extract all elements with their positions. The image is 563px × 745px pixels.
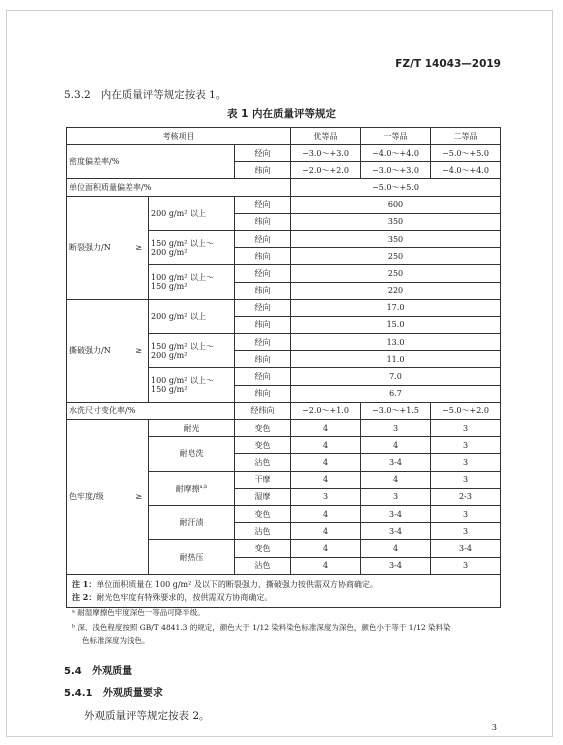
table-row	[67, 299, 501, 316]
cell	[149, 230, 235, 264]
cell: 3-4	[361, 557, 431, 574]
cell: 3	[431, 454, 501, 471]
header-grade-3: 二等品	[431, 128, 501, 145]
cell: 经向	[235, 368, 291, 385]
section-number: 5.4	[64, 666, 82, 677]
cell: 变色	[235, 505, 291, 522]
cell: 纬向	[235, 248, 291, 265]
cell: 纬向	[235, 351, 291, 368]
cell	[149, 265, 235, 299]
table-notes	[67, 574, 501, 607]
cell: 4	[291, 420, 361, 437]
fastness-label: 色牢度/级	[67, 420, 129, 575]
mass-label: 单位面积质量偏差率/%	[67, 179, 291, 196]
cell: 经纬向	[235, 402, 291, 419]
cell: 3	[291, 488, 361, 505]
table-row	[67, 179, 501, 196]
cell: 4	[361, 540, 431, 557]
note-1	[72, 578, 495, 591]
cell: 4	[291, 437, 361, 454]
cell: 4	[291, 523, 361, 540]
quality-table	[66, 127, 501, 608]
note-text: 单位面积质量在 100 g/m² 及以下的断裂强力、撕破强力按供需双方协商确定。	[96, 579, 378, 589]
cell: −5.0～+2.0	[431, 402, 501, 419]
cell: 4	[291, 540, 361, 557]
cell: 变色	[235, 437, 291, 454]
cell: 350	[291, 213, 501, 230]
cell: 250	[291, 248, 501, 265]
cell: 3	[431, 557, 501, 574]
cell: −3.0～+1.5	[361, 402, 431, 419]
section-number: 5.4.1	[64, 688, 93, 699]
cell: 15.0	[291, 316, 501, 333]
standard-number: FZ/T 14043—2019	[395, 58, 501, 70]
cell: 3	[431, 505, 501, 522]
page-number: 3	[491, 723, 497, 732]
cell: 沾色	[235, 557, 291, 574]
range-line: 100 g/m² 以上～	[151, 376, 214, 386]
cell: 17.0	[291, 299, 501, 316]
cell: 纬向	[235, 162, 291, 179]
ge-symbol: ≥	[129, 196, 149, 299]
cell: −5.0～+5.0	[291, 179, 501, 196]
cell: 3-4	[361, 523, 431, 540]
cell: 4	[291, 454, 361, 471]
ge-symbol: ≥	[129, 420, 149, 575]
rub-label: 耐摩擦	[175, 484, 200, 494]
cell: 纬向	[235, 385, 291, 402]
cell: 13.0	[291, 334, 501, 351]
section-5-4-heading	[64, 662, 132, 677]
cell: 4	[361, 471, 431, 488]
cell: −3.0～+3.0	[361, 162, 431, 179]
cell: 经向	[235, 196, 291, 213]
cell: −4.0～+4.0	[431, 162, 501, 179]
clause-text: 内在质量评等规定按表 1。	[100, 89, 227, 101]
section-5-4-1-heading	[64, 684, 163, 699]
clause-number: 5.3.2	[64, 89, 91, 101]
cell: 干摩	[235, 471, 291, 488]
cell: 350	[291, 230, 501, 247]
footnote-b-line-2: 色标准深度为浅色。	[82, 636, 150, 645]
cell: 7.0	[291, 368, 501, 385]
ge-symbol: ≥	[129, 299, 149, 402]
cell: 经向	[235, 299, 291, 316]
cell: 3	[431, 523, 501, 540]
cell: 经向	[235, 265, 291, 282]
header-grade-1: 优等品	[291, 128, 361, 145]
cell: 220	[291, 282, 501, 299]
cell	[149, 334, 235, 368]
table-title: 表 1 内在质量评等规定	[226, 108, 337, 120]
footnote-a: ᵃ 耐湿摩擦色牢度深色一等品可降半级。	[72, 608, 205, 617]
cell: 6.7	[291, 385, 501, 402]
cell: 3-4	[431, 540, 501, 557]
note-label: 注 2：	[72, 591, 97, 602]
cell: −2.0～+1.0	[291, 402, 361, 419]
section-title: 外观质量要求	[102, 688, 163, 699]
cell: −5.0～+5.0	[431, 145, 501, 162]
cell: 250	[291, 265, 501, 282]
shrink-label: 水洗尺寸变化率/%	[67, 402, 235, 419]
note-2	[72, 591, 495, 604]
cell: 湿摩	[235, 488, 291, 505]
cell: 经向	[235, 334, 291, 351]
cell: 耐热压	[149, 540, 235, 574]
cell	[149, 368, 235, 402]
table-notes-row	[67, 574, 501, 607]
range-line: 100 g/m² 以上～	[151, 273, 214, 282]
cell: 耐汗渍	[149, 505, 235, 539]
note-text: 耐光色牢度有特殊要求的，按供需双方协商确定。	[96, 592, 273, 602]
cell: 200 g/m² 以上	[149, 196, 235, 230]
cell: 4	[291, 505, 361, 522]
section-5-4-1-text: 外观质量评等规定按表 2。	[84, 710, 210, 722]
cell: 4	[291, 471, 361, 488]
range-line: 150 g/m²	[151, 282, 188, 291]
range-line: 150 g/m² 以上～	[151, 341, 214, 351]
cell: 3-4	[361, 505, 431, 522]
range-line: 150 g/m²	[151, 385, 188, 395]
cell: 变色	[235, 420, 291, 437]
cell: 2-3	[431, 488, 501, 505]
range-line: 200 g/m²	[151, 350, 188, 360]
table-row	[67, 145, 501, 162]
cell: 经向	[235, 230, 291, 247]
cell: −2.0～+2.0	[291, 162, 361, 179]
cell: 4	[291, 557, 361, 574]
cell: 经向	[235, 145, 291, 162]
cell: −4.0～+4.0	[361, 145, 431, 162]
header-item: 考核项目	[67, 128, 291, 145]
cell	[149, 471, 235, 505]
range-line: 200 g/m²	[151, 247, 188, 257]
cell: 3-4	[361, 454, 431, 471]
cell: 3	[431, 420, 501, 437]
clause-5-3-2	[64, 87, 226, 102]
table-header-row	[67, 128, 501, 145]
table-row	[67, 420, 501, 437]
cell: 3	[431, 471, 501, 488]
cell: 11.0	[291, 351, 501, 368]
footnote-b-line-1: ᵇ 深、浅色程度按照 GB/T 4841.3 的规定，颜色大于 1/12 染料染色标准深度为深色，颜色小于等于 1/12 染料染	[72, 623, 451, 632]
cell: 纬向	[235, 282, 291, 299]
cell: 耐皂洗	[149, 437, 235, 471]
range-line: 150 g/m² 以上～	[151, 238, 214, 248]
cell: 沾色	[235, 523, 291, 540]
cell: 3	[361, 420, 431, 437]
cell: 纬向	[235, 316, 291, 333]
note-label: 注 1：	[72, 578, 97, 589]
cell: 600	[291, 196, 501, 213]
tearing-label: 撕破强力/N	[67, 299, 129, 402]
density-label: 密度偏差率/%	[67, 145, 235, 179]
footnote-mark: a,b	[199, 483, 208, 490]
cell: 纬向	[235, 213, 291, 230]
section-title: 外观质量	[92, 666, 133, 677]
cell: 200 g/m² 以上	[149, 299, 235, 333]
cell: −3.0～+3.0	[291, 145, 361, 162]
header-grade-2: 一等品	[361, 128, 431, 145]
cell: 耐光	[149, 420, 235, 437]
cell: 4	[361, 437, 431, 454]
breaking-label: 断裂强力/N	[67, 196, 129, 299]
table-row	[67, 196, 501, 213]
table-row	[67, 402, 501, 419]
cell: 3	[431, 437, 501, 454]
cell: 3	[361, 488, 431, 505]
cell: 变色	[235, 540, 291, 557]
cell: 沾色	[235, 454, 291, 471]
